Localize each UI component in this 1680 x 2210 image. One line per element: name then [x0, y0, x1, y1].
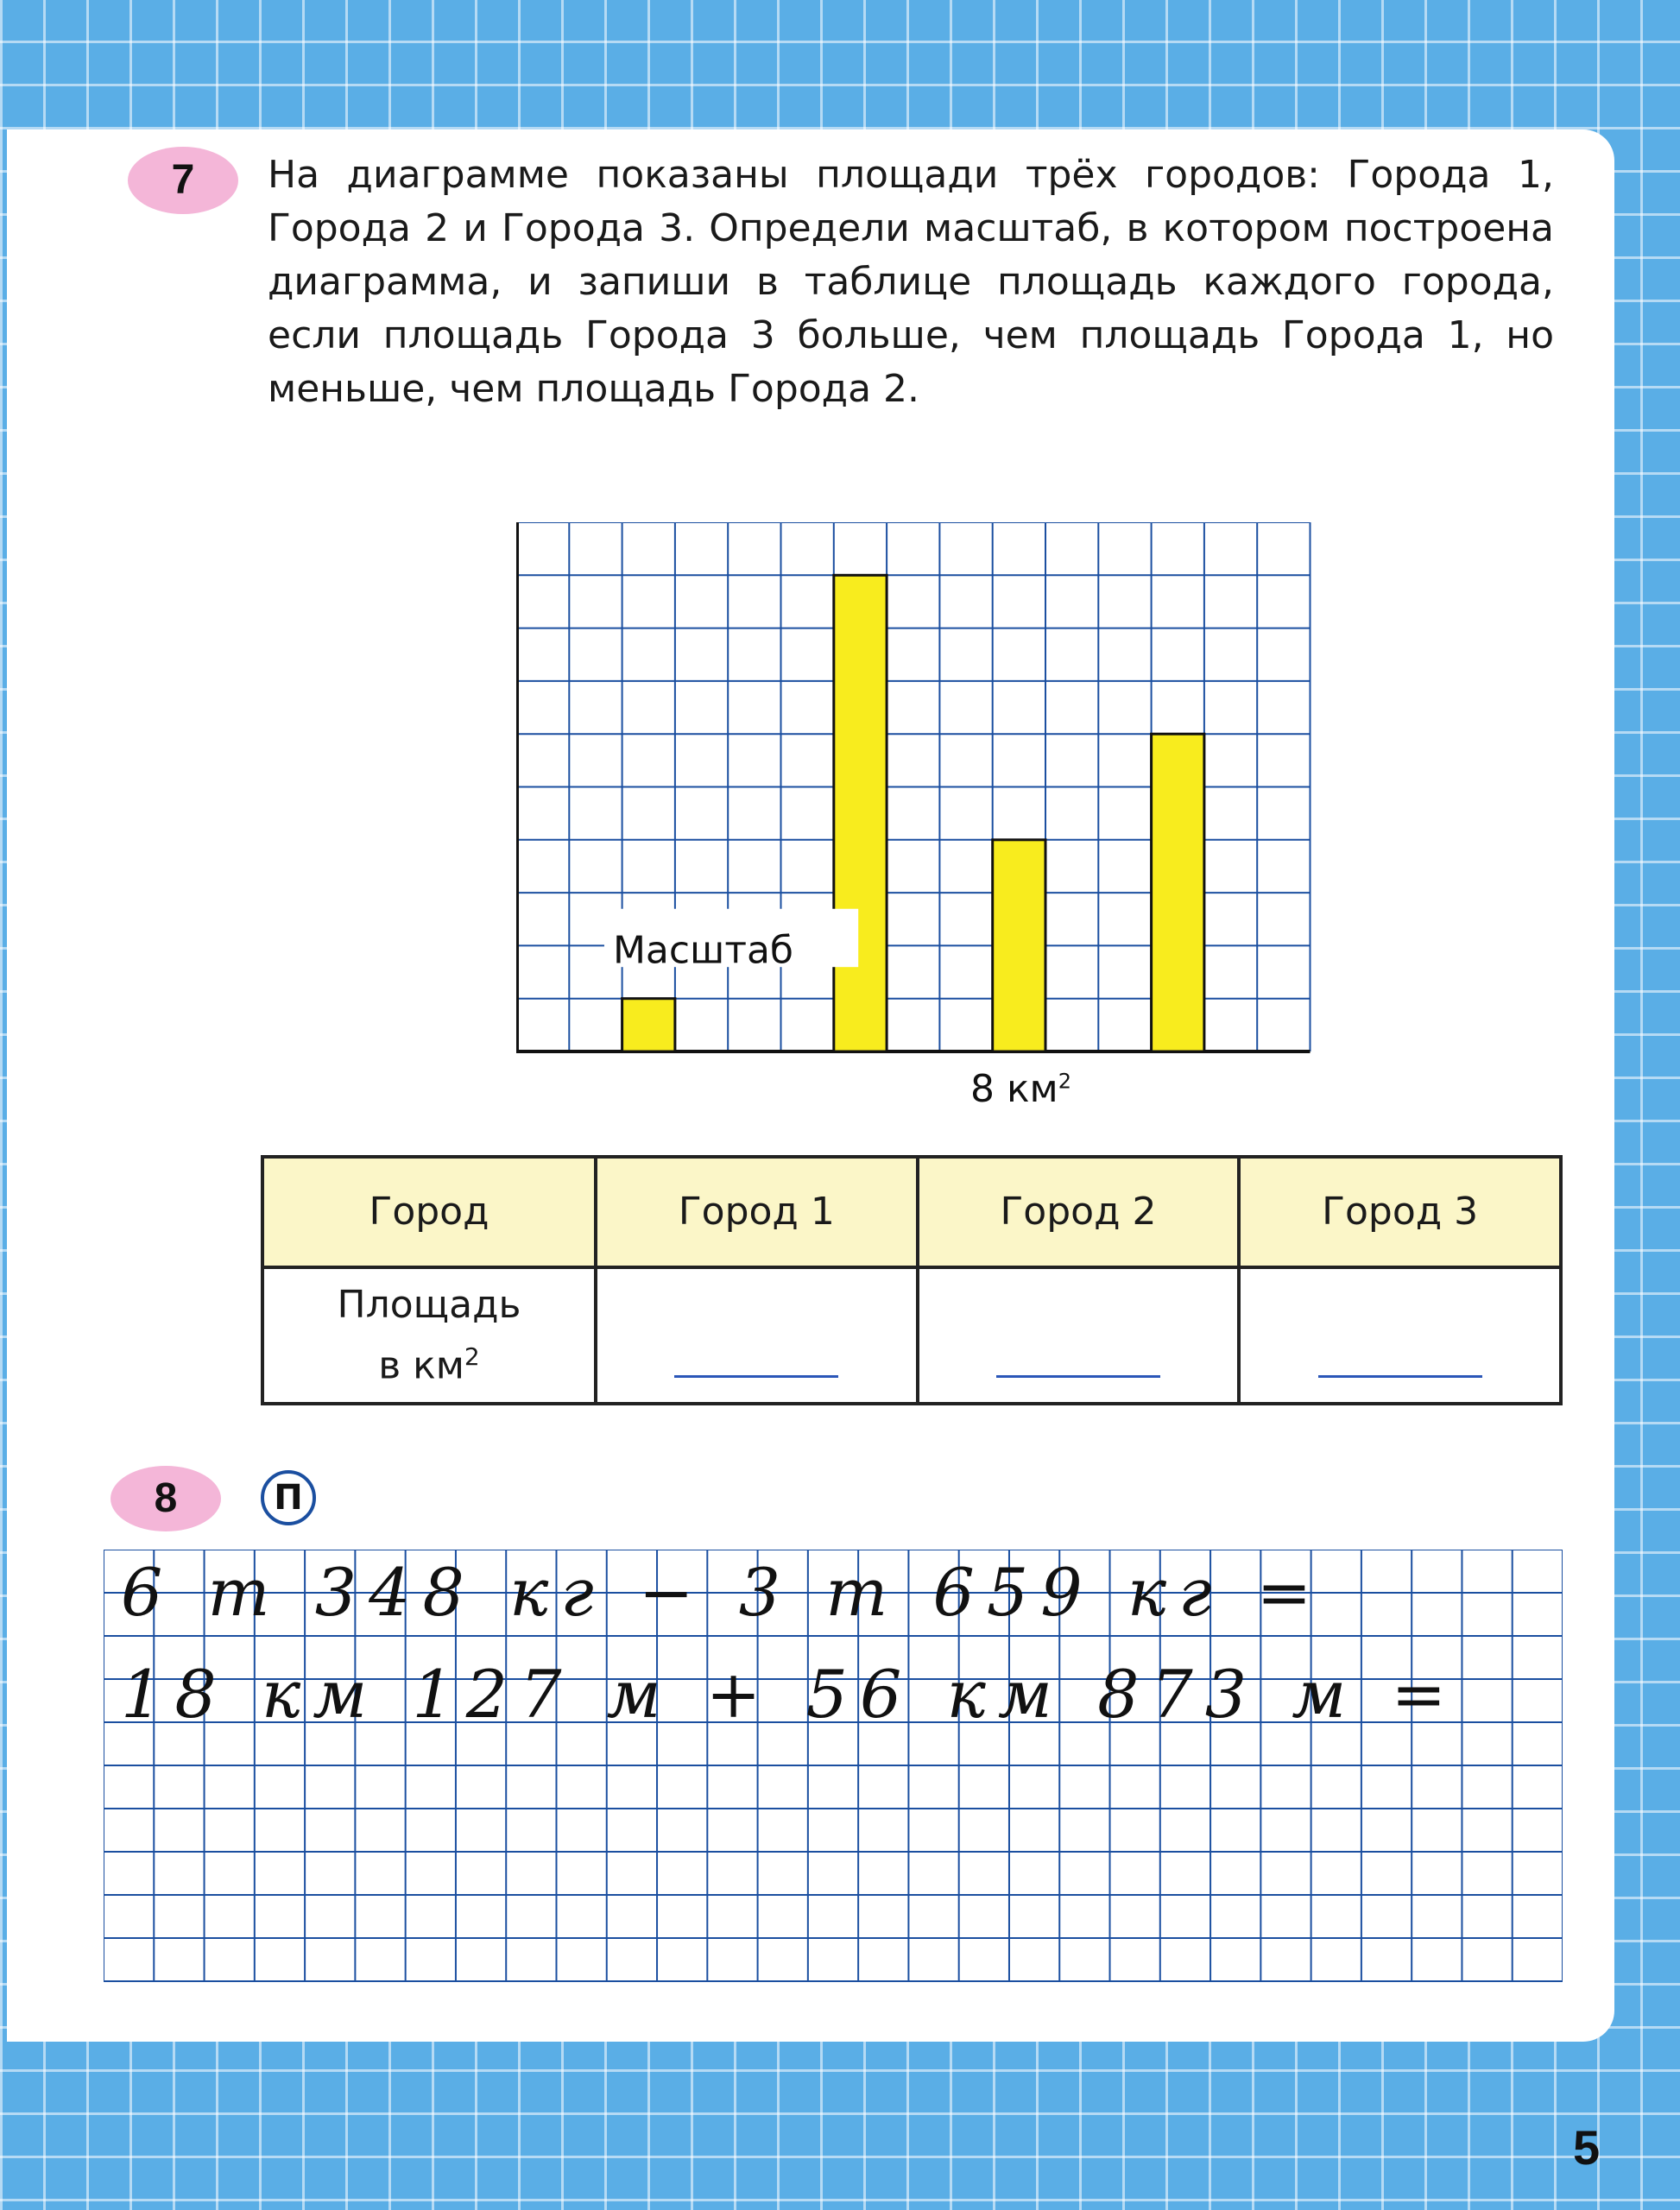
answer-cell-city-3[interactable]	[1239, 1267, 1561, 1404]
table-area-row	[262, 1267, 1561, 1404]
answer-cell-city-2[interactable]	[918, 1267, 1240, 1404]
scale-label: Масштаб	[612, 928, 794, 973]
answer-line	[674, 1375, 838, 1378]
area-table	[261, 1155, 1563, 1405]
table-header-city-1: Город 1	[596, 1157, 918, 1267]
pair-work-mark: П	[261, 1470, 316, 1525]
answer-line	[996, 1375, 1160, 1378]
answer-line	[1318, 1375, 1482, 1378]
bar-масштаб	[622, 999, 675, 1051]
table-header-city-2: Город 2	[918, 1157, 1240, 1267]
bar-город-1	[993, 840, 1045, 1051]
handwritten-line-2: 18 км 127 м + 56 км 873 м =	[121, 1656, 1459, 1733]
task-7-text: На диаграмме показаны площади трёх городов: Города 1, Города 2 и Города 3. Определи масштаб, в котором построена диаграмма, и запиши в таблице площадь каждого города, если площадь Города 3 больше, чем площадь Города 1, но меньше, чем площадь Города 2.	[268, 153, 1554, 411]
page-number: 5	[1573, 2120, 1601, 2175]
handwritten-line-1: 6 т 348 кг − 3 т 659 кг =	[121, 1554, 1324, 1631]
table-header-city: Город	[262, 1157, 596, 1267]
bar-chart	[516, 522, 1319, 1062]
answer-cell-city-1[interactable]	[596, 1267, 918, 1404]
bar-город-2	[834, 575, 887, 1051]
table-row-label: Площадь в $км^2$	[262, 1267, 596, 1404]
table-header-row	[262, 1157, 1561, 1267]
scale-unit-label: 8 $км^2$	[970, 1067, 1072, 1111]
table-header-city-3: Город 3	[1239, 1157, 1561, 1267]
task-8-badge: 8	[111, 1466, 221, 1531]
task-7-badge: 7	[128, 147, 238, 214]
bar-город-3	[1152, 734, 1204, 1051]
